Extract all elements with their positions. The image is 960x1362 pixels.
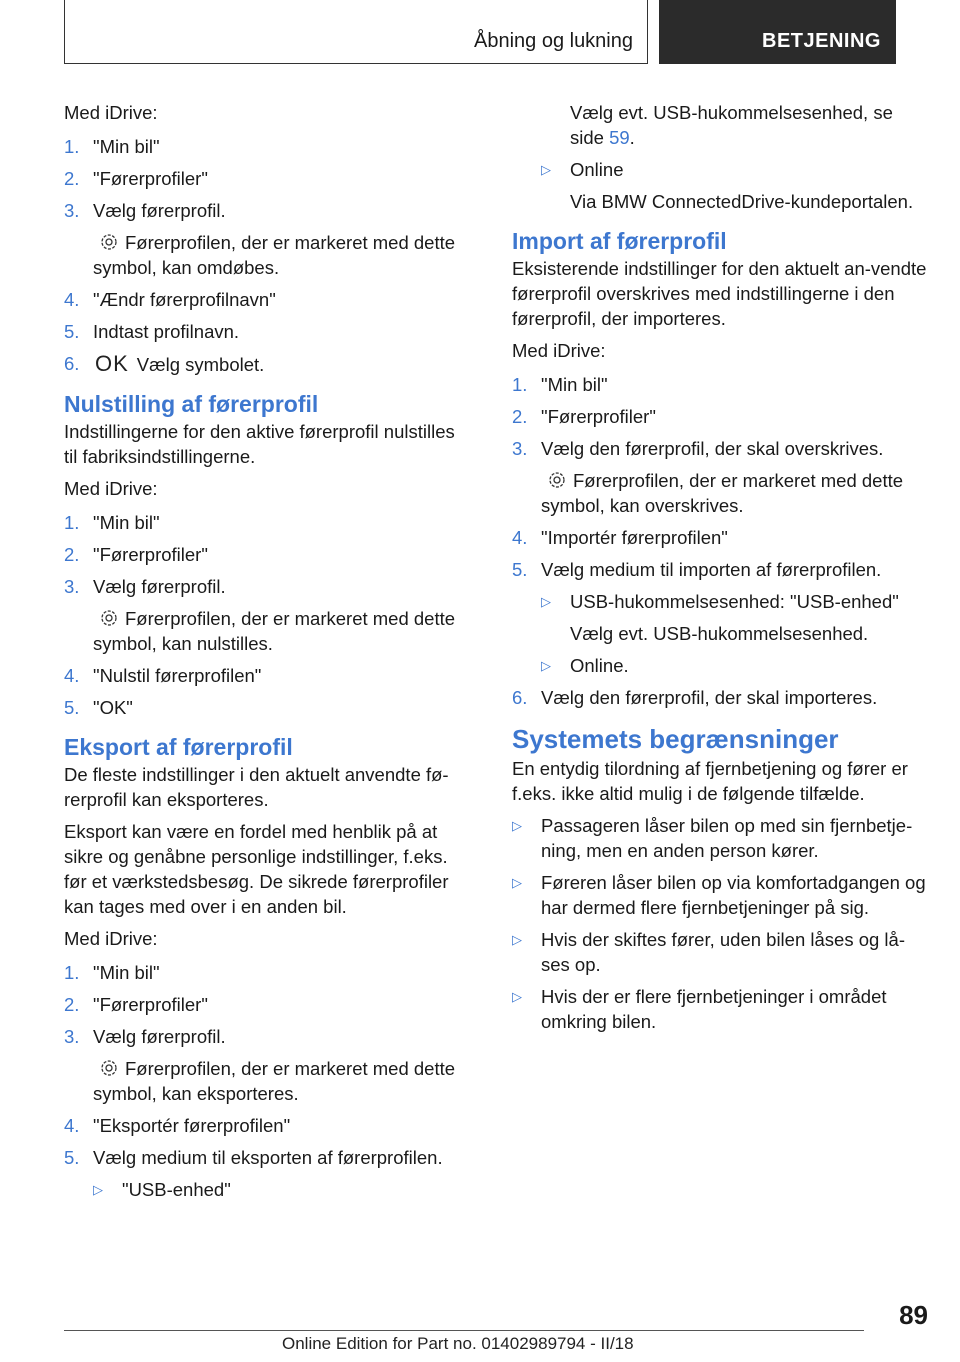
bullet-sub: Via BMW ConnectedDrive-kundeportalen. (570, 191, 914, 212)
header-section-box (659, 0, 896, 64)
bullet-item: ▷ Føreren låser bilen op via komfortadgangen og har dermed flere fjernbetjeninger på sig. (512, 872, 926, 918)
list-item: 4. "Ændr førerprofilnavn" (64, 289, 276, 310)
import-text: Eksisterende indstillinger for den aktuelt an-vendte førerprofil overskrives med indstillingerne i den førerprofil, der importeres. (512, 258, 927, 329)
list-item: 1. "Min bil" (64, 136, 160, 157)
list-item: 2. "Førerprofiler" (64, 994, 208, 1015)
list-item: 1. "Min bil" (512, 374, 608, 395)
list-item: 6. Vælg den førerprofil, der skal importeres. (512, 687, 878, 708)
intro-text: Med iDrive: (64, 478, 158, 499)
bullet-item: ▷ Hvis der skiftes fører, uden bilen låses og lå-ses op. (512, 929, 905, 975)
list-item: 3. Vælg den førerprofil, der skal overskrives. (512, 438, 884, 459)
list-item: 5. Indtast profilnavn. (64, 321, 240, 342)
heading-export: Eksport af førerprofil (64, 734, 293, 760)
footer-divider (64, 1330, 864, 1331)
bullet-item: ▷ Hvis der er flere fjernbetjeninger i området omkring bilen. (512, 986, 887, 1032)
heading-import: Import af førerprofil (512, 228, 727, 254)
intro-text: Med iDrive: (512, 340, 606, 361)
list-item: 2. "Førerprofiler" (64, 168, 208, 189)
right-column (512, 100, 928, 1041)
left-column (64, 100, 468, 1209)
bullet-item: ▷ Passageren låser bilen op med sin fjernbetje-ning, men en anden person kører. (512, 815, 913, 861)
list-item: 1. "Min bil" (64, 512, 160, 533)
bullet-item: ▷ Online. (541, 655, 629, 676)
list-item: 2. "Førerprofiler" (512, 406, 656, 427)
intro-text: Med iDrive: (64, 102, 158, 123)
gear-icon (99, 1058, 119, 1078)
list-item: 4. "Nulstil førerprofilen" (64, 665, 262, 686)
reset-text: Indstillingerne for den aktive førerprofil nulstilles til fabriksindstillingerne. (64, 421, 455, 467)
gear-icon (99, 608, 119, 628)
header-title-box (64, 0, 648, 64)
export-text: Eksport kan være en fordel med henblik på at sikre og genåbne personlige indstillinger, f.eks. før et værkstedsbesøg. De sikrede førerprofiler kan tages med over i en anden bil. (64, 821, 449, 917)
bullet-item: ▷ "USB-enhed" (93, 1179, 231, 1200)
list-item: 4. "Importér førerprofilen" (512, 527, 728, 548)
list-item: 1. "Min bil" (64, 962, 160, 983)
list-item: 3. Vælg førerprofil. (64, 200, 226, 221)
list-item: 4. "Eksportér førerprofilen" (64, 1115, 291, 1136)
bullet-sub: Vælg evt. USB-hukommelsesenhed. (570, 623, 869, 644)
heading-reset: Nulstilling af førerprofil (64, 391, 319, 417)
list-note: Førerprofilen, der er markeret med dette symbol, kan eksporteres. (93, 1058, 456, 1104)
list-note: Førerprofilen, der er markeret med dette symbol, kan overskrives. (541, 470, 904, 516)
bullet-item: ▷ USB-hukommelsesenhed: "USB-enhed" (541, 591, 899, 612)
export-text: De fleste indstillinger i den aktuelt anvendte fø-rerprofil kan eksporteres. (64, 764, 449, 810)
ok-icon: OK (95, 351, 129, 376)
hand-pointer-icon (896, 26, 918, 52)
list-note: Førerprofilen, der er markeret med dette symbol, kan omdøbes. (93, 232, 456, 278)
list-item: 5. Vælg medium til importen af førerprofilen. (512, 559, 882, 580)
header-chapter-title: Åbning og lukning (473, 30, 633, 52)
continued-text: Vælg evt. USB-hukommelsesenhed, se side 59. (570, 102, 893, 148)
heading-limits: Systemets begrænsninger (512, 724, 839, 754)
list-item: 6. OK Vælg symbolet. (64, 351, 265, 376)
page-number: 89 (899, 1300, 928, 1330)
list-item: 5. Vælg medium til eksporten af førerprofilen. (64, 1147, 443, 1168)
intro-text: Med iDrive: (64, 928, 158, 949)
page-link[interactable]: 59 (609, 127, 630, 148)
list-note: Førerprofilen, der er markeret med dette symbol, kan nulstilles. (93, 608, 456, 654)
list-item: 2. "Førerprofiler" (64, 544, 208, 565)
list-item: 3. Vælg førerprofil. (64, 1026, 226, 1047)
list-item: 5. "OK" (64, 697, 133, 718)
bullet-item: ▷ Online (541, 159, 624, 180)
limits-text: En entydig tilordning af fjernbetjening og fører er f.eks. ikke altid mulig i de følgende tilfælde. (512, 758, 908, 804)
gear-icon (99, 232, 119, 252)
header-section-label: BETJENING (762, 30, 881, 52)
list-item: 3. Vælg førerprofil. (64, 576, 226, 597)
gear-icon (547, 470, 567, 490)
footer-text: Online Edition for Part no. 01402989794 - II/18 (282, 1334, 634, 1353)
